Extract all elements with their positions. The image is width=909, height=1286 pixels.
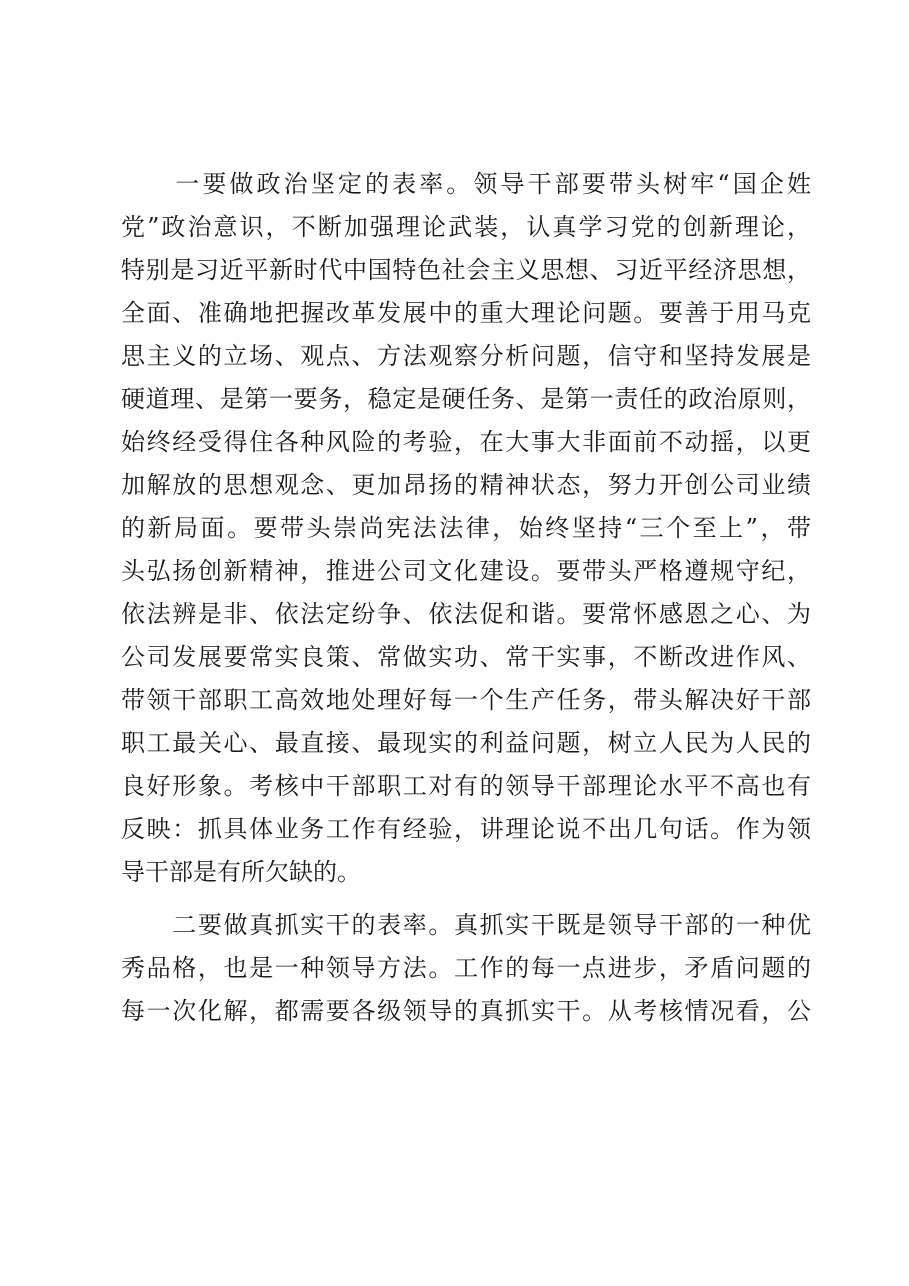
text-line: 秀品格，也是一种领导方法。工作的每一点进步，矛盾问题的	[121, 954, 811, 982]
text-line: 公司发展要常实良策、常做实功、常干实事，不断改进作风、	[121, 643, 811, 671]
text-line: 一要做政治坚定的表率。领导干部要带头树牢“国企姓	[121, 170, 811, 198]
text-line: 职工最关心、最直接、最现实的利益问题，树立人民为人民的	[121, 729, 811, 757]
text-line: 导干部是有所欠缺的。	[121, 858, 361, 886]
text-line: 加解放的思想观念、更加昂扬的精神状态，努力开创公司业绩	[121, 471, 811, 499]
text-line: 反映：抓具体业务工作有经验，讲理论说不出几句话。作为领	[121, 815, 811, 843]
paragraph-2	[121, 904, 811, 1033]
document-body	[121, 163, 811, 1033]
text-line: 头弘扬创新精神，推进公司文化建设。要带头严格遵规守纪，	[121, 557, 811, 585]
text-line: 每一次化解，都需要各级领导的真抓实干。从考核情况看，公	[121, 997, 811, 1025]
text-line: 二要做真抓实干的表率。真抓实干既是领导干部的一种优	[121, 911, 811, 939]
text-line: 依法辨是非、依法定纷争、依法促和谐。要常怀感恩之心、为	[121, 600, 811, 628]
text-line: 带领干部职工高效地处理好每一个生产任务，带头解决好干部	[121, 686, 811, 714]
text-line: 始终经受得住各种风险的考验，在大事大非面前不动摇，以更	[121, 428, 811, 456]
paragraph-1	[121, 163, 811, 894]
text-line: 良好形象。考核中干部职工对有的领导干部理论水平不高也有	[121, 772, 811, 800]
text-line: 的新局面。要带头崇尚宪法法律，始终坚持“三个至上”，带	[121, 514, 811, 542]
text-line: 特别是习近平新时代中国特色社会主义思想、习近平经济思想，	[121, 256, 811, 284]
text-line: 思主义的立场、观点、方法观察分析问题，信守和坚持发展是	[121, 342, 811, 370]
text-line: 硬道理、是第一要务，稳定是硬任务、是第一责任的政治原则，	[121, 385, 811, 413]
text-line: 全面、准确地把握改革发展中的重大理论问题。要善于用马克	[121, 299, 811, 327]
text-line: 党”政治意识，不断加强理论武装，认真学习党的创新理论，	[121, 213, 811, 241]
